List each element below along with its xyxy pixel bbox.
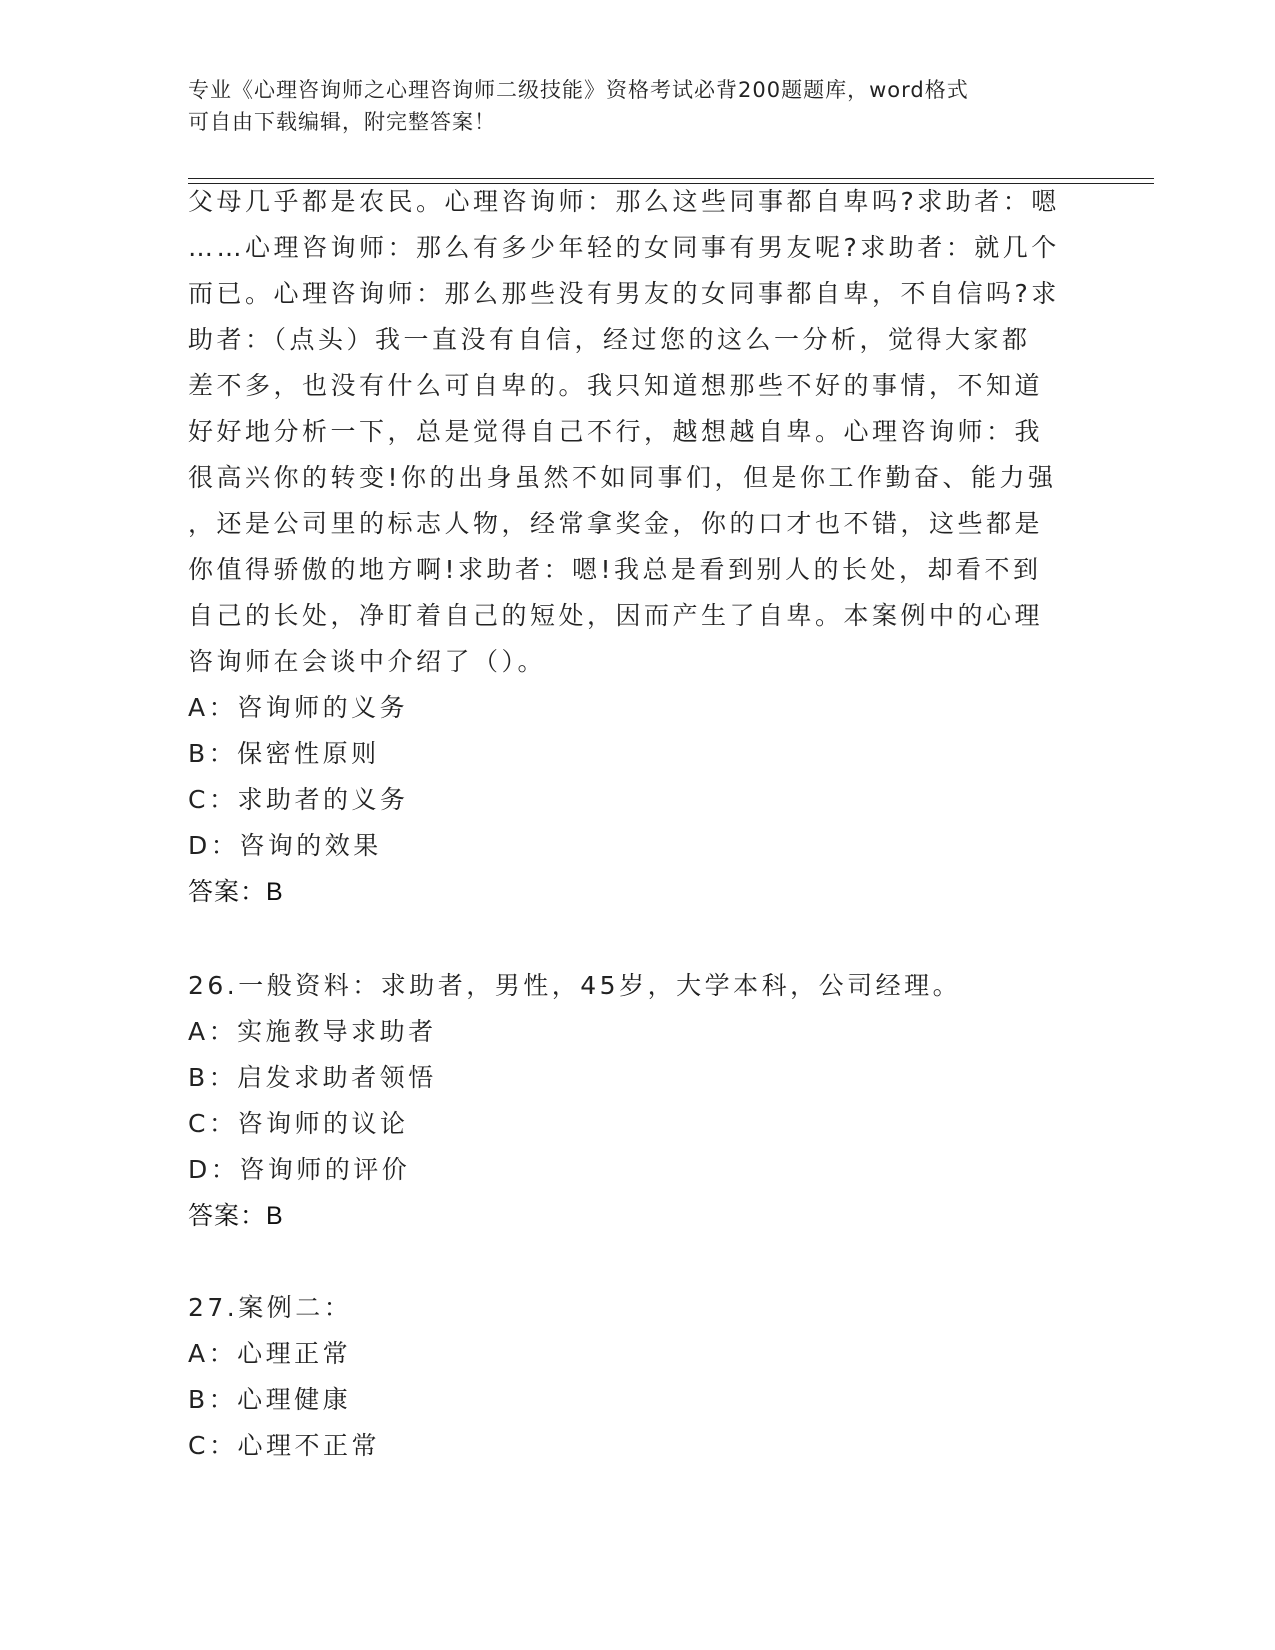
- passage-line: 你值得骄傲的地方啊!求助者：嗯!我总是看到别人的长处，却看不到: [188, 555, 1042, 584]
- passage-line: 而已。心理咨询师：那么那些没有男友的女同事都自卑，不自信吗?求: [188, 279, 1060, 308]
- option-b: B：启发求助者领悟: [188, 1063, 437, 1092]
- passage-line: 父母几乎都是农民。心理咨询师：那么这些同事都自卑吗?求助者：嗯: [188, 187, 1060, 216]
- option-b: B：保密性原则: [188, 739, 380, 768]
- passage-line: ……心理咨询师：那么有多少年轻的女同事有男友呢?求助者：就几个: [188, 233, 1060, 262]
- option-a: A：实施教导求助者: [188, 1017, 437, 1046]
- option-a: A：心理正常: [188, 1339, 352, 1368]
- document-header: [188, 74, 1088, 138]
- question-26-block: [188, 963, 1088, 1239]
- passage-line: 咨询师在会谈中介绍了（）。: [188, 647, 547, 676]
- passage-line: 助者：（点头）我一直没有自信，经过您的这么一分析，觉得大家都: [188, 325, 1031, 354]
- header-title-line-2: 可自由下载编辑，附完整答案！: [188, 110, 496, 134]
- passage-line: 很高兴你的转变!你的出身虽然不如同事们，但是你工作勤奋、能力强: [188, 463, 1057, 492]
- question-stem: 27.案例二：: [188, 1293, 353, 1322]
- header-title-line-1: 专业《心理咨询师之心理咨询师二级技能》资格考试必背200题题库，word格式: [188, 78, 969, 102]
- answer-label: 答案：B: [188, 878, 284, 906]
- option-c: C：咨询师的议论: [188, 1109, 409, 1138]
- answer-label: 答案：B: [188, 1202, 284, 1230]
- option-c: C：求助者的义务: [188, 785, 409, 814]
- option-c: C：心理不正常: [188, 1431, 380, 1460]
- passage-line: ，还是公司里的标志人物，经常拿奖金，你的口才也不错，这些都是: [188, 509, 1044, 538]
- passage-line: 差不多，也没有什么可自卑的。我只知道想那些不好的事情，不知道: [188, 371, 1044, 400]
- question-25-block: [188, 179, 1088, 915]
- option-d: D：咨询师的评价: [188, 1155, 411, 1184]
- question-27-block: [188, 1285, 1088, 1469]
- option-d: D：咨询的效果: [188, 831, 382, 860]
- passage-line: 好好地分析一下，总是觉得自己不行，越想越自卑。心理咨询师：我: [188, 417, 1044, 446]
- option-b: B：心理健康: [188, 1385, 352, 1414]
- passage-line: 自己的长处，净盯着自己的短处，因而产生了自卑。本案例中的心理: [188, 601, 1044, 630]
- option-a: A：咨询师的义务: [188, 693, 409, 722]
- question-stem: 26.一般资料：求助者，男性，45岁，大学本科，公司经理。: [188, 971, 962, 1000]
